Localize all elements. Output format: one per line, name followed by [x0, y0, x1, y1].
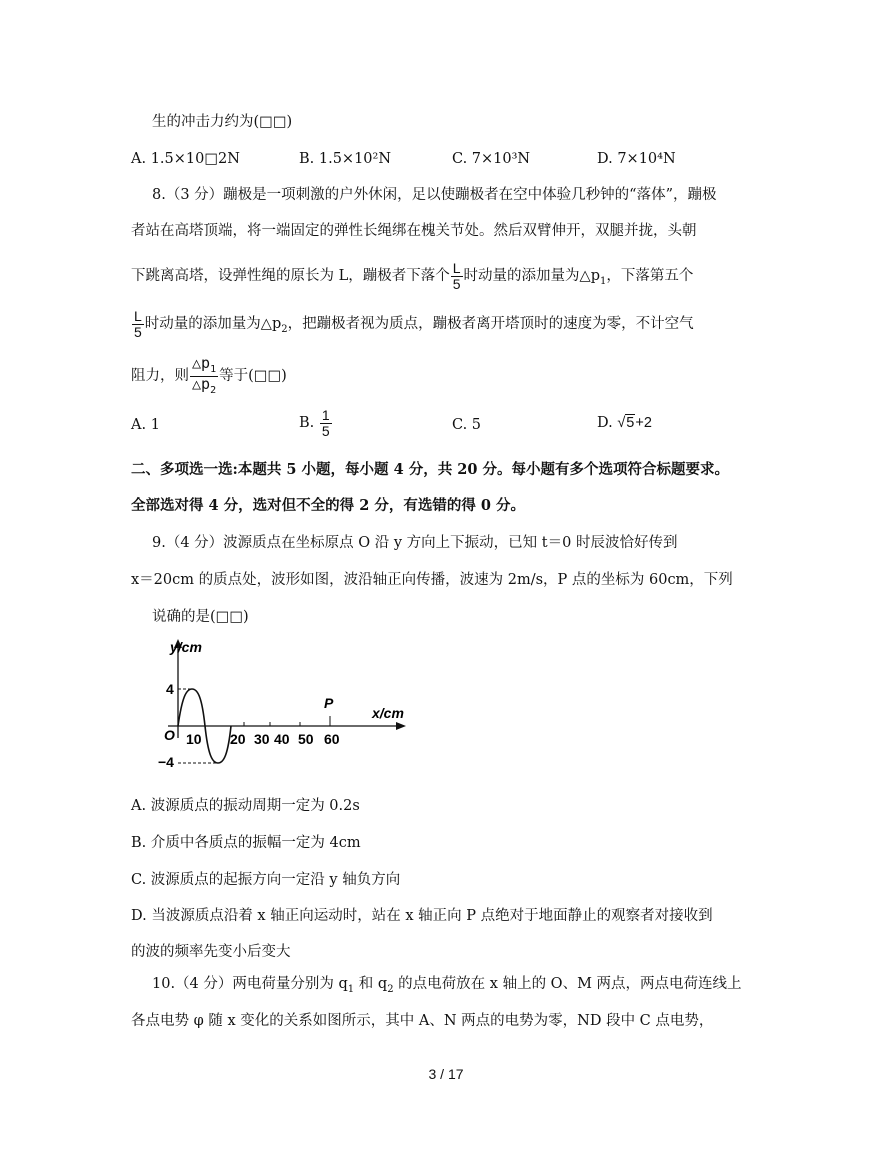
q9-option-a: A. 波源质点的振动周期一定为 0.2s	[131, 798, 360, 814]
q8-line-4	[131, 309, 694, 339]
square-root: √5	[617, 415, 635, 431]
page-number: 3 / 17	[428, 1066, 464, 1082]
q7-stem-tail: 生的冲击力约为(□□)	[152, 114, 293, 130]
x-tick-label-40: 40	[274, 731, 290, 747]
q10-line-1-text-b: 和 q	[354, 976, 388, 992]
q10-line-2: 各点电势 φ 随 x 变化的关系如图所示，其中 A、N 两点的电势为零，ND 段中 C 点电势，	[131, 1013, 714, 1029]
y-axis-label: y/cm	[170, 639, 202, 655]
q8-line-5-text-a: 阻力，则	[131, 368, 189, 384]
delta-p-num: △p	[192, 354, 211, 372]
q8-line-5	[131, 356, 287, 396]
q8-option-d	[597, 415, 652, 431]
section-2-heading-line-1: 二、多项选一选:本题共 5 小题，每小题 4 分，共 20 分。每小题有多个选项符合标题要求。	[131, 461, 729, 478]
q7-option-b: B. 1.5×10²N	[299, 151, 392, 167]
q8-line-2: 者站在高塔顶端，将一端固定的弹性长绳绑在槐关节处。然后双臂伸开，双腿并拢，头朝	[131, 223, 697, 239]
x-tick-label-50: 50	[298, 731, 314, 747]
q8-line-1: 8.（3 分）蹦极是一项刺激的户外休闲，足以使蹦极者在空中体验几秒钟的“落体”，蹦极	[152, 187, 717, 203]
x-axis-arrow	[396, 722, 406, 730]
fraction-l-over-5	[451, 261, 463, 291]
delta-p-den: △p	[192, 374, 211, 393]
q9-option-d-continued: 的波的频率先变小后变大	[131, 944, 291, 960]
fraction-dp1-over-dp2	[190, 356, 218, 396]
x-tick-label-10: 10	[186, 731, 202, 747]
fraction-l-over-5-second	[132, 309, 144, 339]
wave-graph	[150, 636, 420, 786]
q7-option-a: A. 1.5×10□2N	[131, 151, 240, 167]
y-tick-label-neg4: −4	[158, 754, 174, 770]
q9-option-c: C. 波源质点的起振方向一定沿 y 轴负方向	[131, 872, 401, 888]
fraction-denominator: 5	[134, 323, 142, 340]
q10-line-1	[152, 976, 742, 996]
fraction-numerator: 1	[321, 407, 330, 423]
q7-option-c: C. 7×10³N	[452, 151, 531, 167]
q9-line-3: 说确的是(□□)	[152, 609, 249, 625]
x-tick-label-20: 20	[230, 731, 246, 747]
q9-option-b: B. 介质中各质点的振幅一定为 4cm	[131, 835, 361, 851]
subscript-2: 2	[210, 384, 217, 396]
radicand: 5	[626, 415, 635, 431]
q8-line-3-text-a: 下跳离高塔，设弹性绳的原长为 L，蹦极者下落个	[131, 268, 450, 285]
q8-line-3	[131, 261, 693, 291]
origin-label: O	[164, 727, 175, 743]
fraction-denominator: 5	[321, 422, 330, 439]
q8-line-4-text-b: ，把蹦极者视为质点，蹦极者离开塔顶时的速度为零，不计空气	[287, 316, 694, 333]
x-axis-label: x/cm	[372, 705, 404, 721]
fraction-numerator: L	[452, 260, 461, 276]
fraction-denominator: 5	[452, 275, 461, 292]
option-d-tail: +2	[635, 415, 652, 431]
x-tick-label-30: 30	[254, 731, 270, 747]
y-tick-label-4: 4	[166, 681, 174, 697]
q9-line-2: x＝20cm 的质点处，波形如图，波沿轴正向传播，波速为 2m/s，P 点的坐标为 60cm，下列	[131, 572, 733, 588]
x-tick-label-60: 60	[324, 731, 340, 747]
q10-line-1-text-c: 的点电荷放在 x 轴上的 O、M 两点，两点电荷连线上	[393, 976, 742, 992]
q8-line-4-text-a: 时动量的添加量为△p	[144, 316, 282, 333]
q8-line-5-text-b: 等于(□□)	[219, 368, 287, 384]
q8-option-c: C. 5	[452, 417, 482, 433]
subscript-1: 1	[347, 983, 355, 995]
subscript-2: 2	[281, 324, 288, 336]
fraction-numerator	[190, 356, 218, 377]
point-p-label: P	[324, 695, 334, 711]
fraction-numerator: L	[134, 308, 142, 324]
q8-option-a: A. 1	[131, 417, 160, 433]
q9-line-1: 9.（4 分）波源质点在坐标原点 O 沿 y 方向上下振动，已知 t＝0 时辰波恰好传到	[152, 535, 678, 551]
q10-line-1-text-a: 10.（4 分）两电荷量分别为 q	[152, 976, 348, 992]
q9-option-d: D. 当波源质点沿着 x 轴正向运动时，站在 x 轴正向 P 点绝对于地面静止的观察者对接收到	[131, 908, 713, 924]
q8-option-b	[299, 408, 333, 438]
q7-option-d: D. 7×10⁴N	[597, 151, 676, 167]
subscript-1: 1	[210, 364, 217, 375]
option-d-label: D.	[597, 415, 613, 431]
q8-line-3-text-c: ，下落第五个	[606, 268, 694, 285]
option-b-label: B.	[299, 415, 315, 432]
subscript-2: 2	[387, 983, 394, 995]
q8-line-3-text-b: 时动量的添加量为△p	[463, 268, 600, 285]
fraction-denominator	[190, 374, 218, 397]
section-2-heading-line-2: 全部选对得 4 分，选对但不全的得 2 分，有选错的得 0 分。	[131, 497, 526, 514]
subscript-1: 1	[599, 276, 607, 288]
fraction-1-over-5	[320, 408, 332, 438]
